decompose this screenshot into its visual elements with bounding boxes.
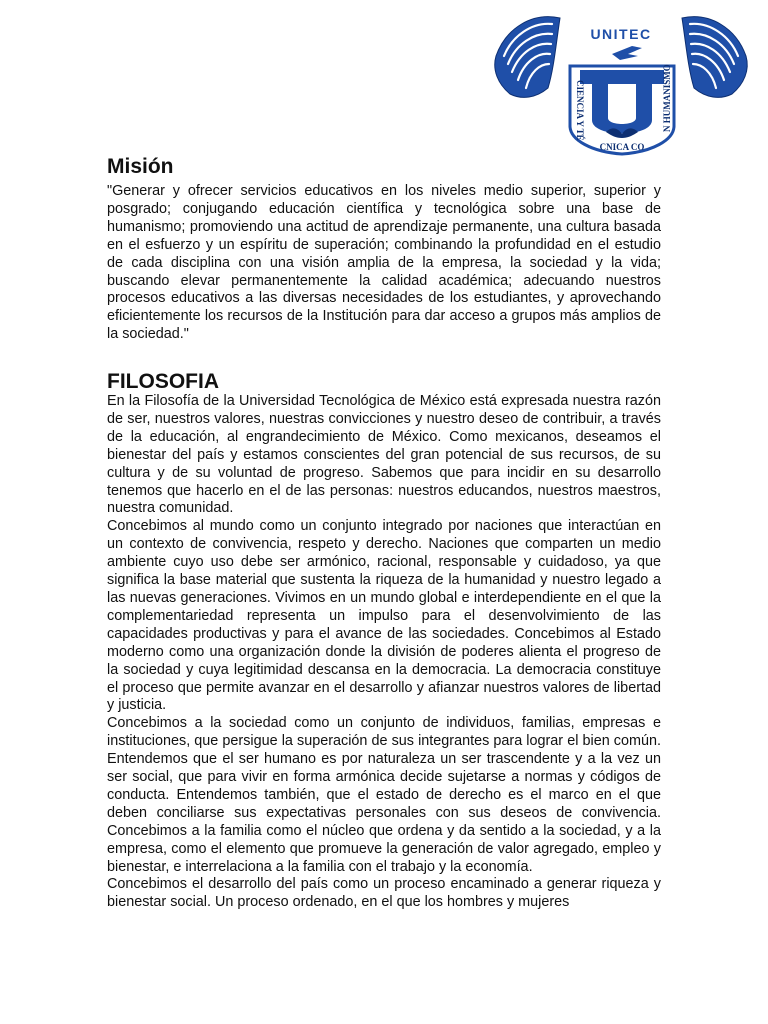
filosofia-heading: FILOSOFIA	[107, 370, 219, 393]
filosofia-text-block	[107, 393, 661, 912]
mision-text: "Generar y ofrecer servicios educativos en los niveles medio superior, superior y posgrado; conjugando educación científica y tecnológica sobre una base de humanismo; promoviendo una actitud de aprendizaje permanente, una cultura basada en el esfuerzo y un espíritu de superación; combinando la profundidad en el estudio de cada disciplina con una visión amplia de la empresa, la sociedad y la vida; buscando elevar permanentemente la calidad académica; adecuando nuestros procesos educativos a las diversas necesidades de los estudiantes, y aprovechando eficientemente los recursos de la Institución para dar acceso a grupos más amplios de la sociedad."	[107, 183, 661, 343]
logo-motto-left: CIENCIA Y TÉ	[575, 80, 585, 141]
mision-text-block	[107, 183, 661, 344]
mision-heading: Misión	[107, 155, 174, 178]
filosofia-paragraph: Concebimos a la sociedad como un conjunto de individuos, familias, empresas e instituciones, que persigue la superación de sus integrantes para lograr el bien común. Entendemos que el ser humano es por naturaleza un ser trascendente y a la vez un ser social, que para vivir en forma armónica decide sujetarse a normas y códigos de conducta. Entendemos también, que el estado de derecho es el marco en el que deben conciliarse sus expectativas personales con sus deseos de convivencia. Concebimos a la familia como el núcleo que ordena y da sentido a la sociedad, y a la empresa, como el elemento que promueve la generación de valor agregado, empleo y bienestar, e interrelaciona a la familia con el trabajo y la economía.	[107, 715, 661, 875]
filosofia-paragraph: Concebimos al mundo como un conjunto integrado por naciones que interactúan en un contexto de convivencia, respeto y derecho. Naciones que comparten un medio ambiente cuyo uso debe ser armónico, racional, responsable y cuidadoso, ya que significa la base material que sustenta la riqueza de la humanidad y nuestro legado a las nuevas generaciones. Vivimos en un mundo global e interdependiente en el que la complementariedad representa un impulso para el desenvolvimiento de las capacidades productivas y para el avance de las sociedades. Concebimos al Estado moderno como una organización donde la división de poderes alienta el progreso de la sociedad y cuya legitimidad descansa en la democracia. La democracia constituye el proceso que permite avanzar en el desarrollo y afianzar nuestros valores de libertad y justicia.	[107, 518, 661, 714]
logo-motto-right: N HUMANISMO	[662, 64, 672, 132]
logo-motto-bottom: CNICA CO	[599, 142, 645, 152]
logo-name: UNITEC	[590, 26, 652, 42]
bird-icon	[612, 46, 642, 60]
filosofia-paragraph: En la Filosofía de la Universidad Tecnológica de México está expresada nuestra razón de ser, nuestros valores, nuestras convicciones y nuestro deseo de contribuir, a través de la educación, al engrandecimiento de México. Como mexicanos, deseamos el bienestar del país y estamos conscientes del gran potencial de sus recursos, de su cultura y de su voluntad de progreso. Sabemos que para incidir en su desarrollo tenemos que hacerlo en el de las personas: nuestros educandos, nuestros maestros, nuestra comunidad.	[107, 393, 661, 517]
filosofia-paragraph: Concebimos el desarrollo del país como un proceso encaminado a generar riqueza y bienestar social. Un proceso ordenado, en el que los hombres y mujeres	[107, 876, 661, 911]
unitec-logo	[492, 8, 750, 156]
